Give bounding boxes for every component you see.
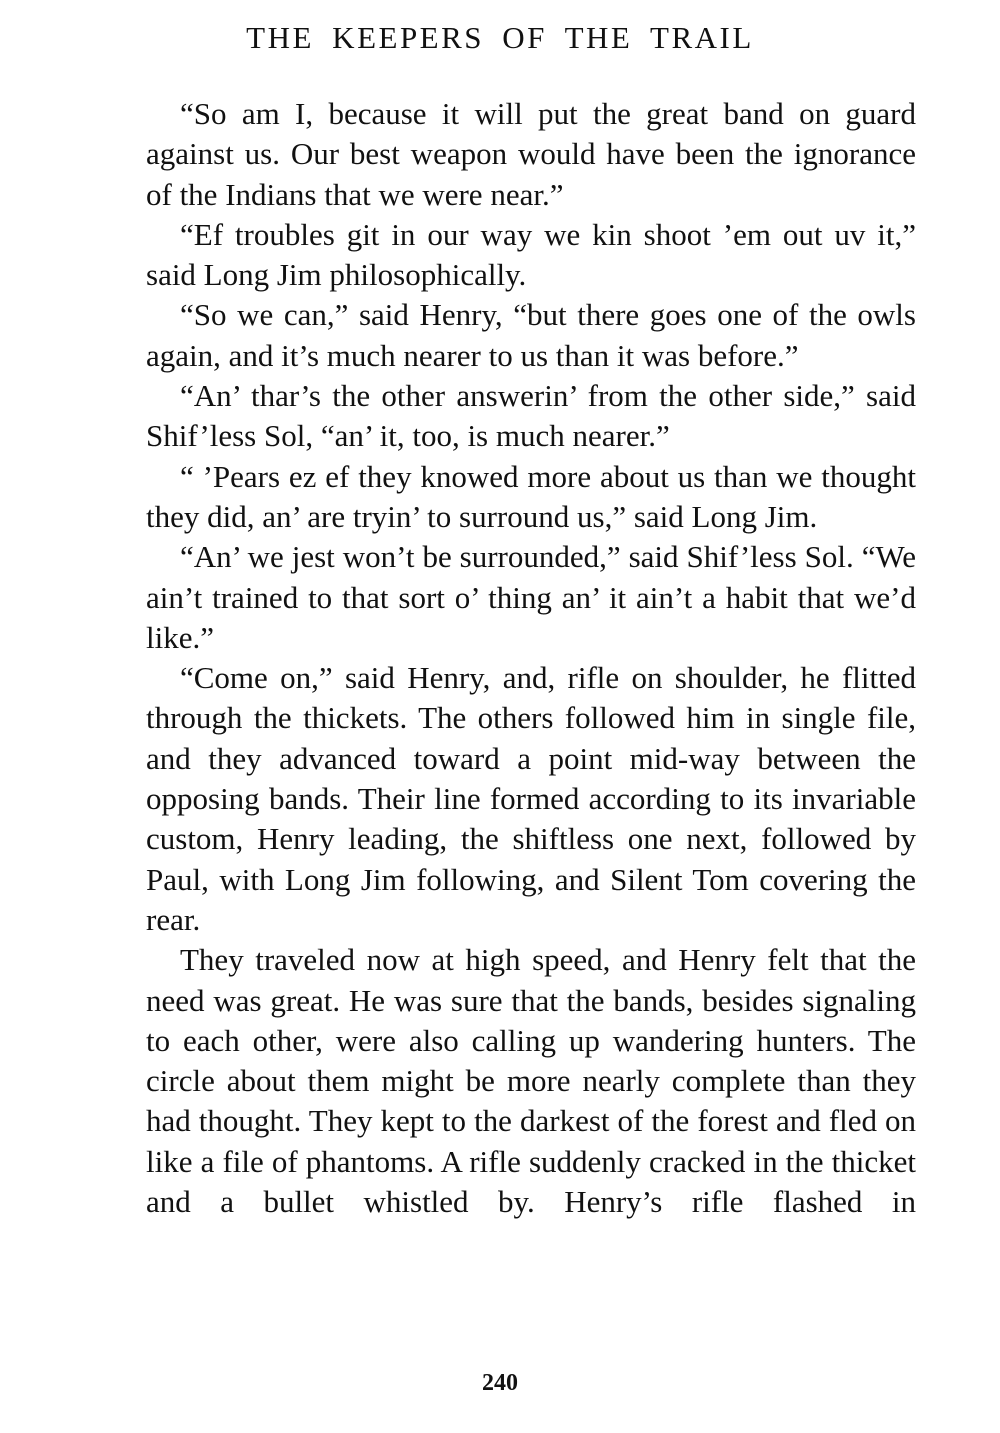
paragraph: “Come on,” said Henry, and, rifle on shoulder, he flitted through the thickets. The others followed him in single file, and they advanced toward a point mid-way between the opposing bands. Their line formed according to its invariable custom, Henry leading, the shiftless one next, followed by Paul, with Long Jim following, and Silent Tom covering the rear. [146, 660, 916, 937]
running-head: THE KEEPERS OF THE TRAIL [246, 20, 754, 55]
paragraph: “An’ thar’s the other answerin’ from the other side,” said Shif’less Sol, “an’ it, too, is much nearer.” [146, 378, 916, 454]
paragraph: “ ’Pears ez ef they knowed more about us than we thought they did, an’ are tryin’ to surround us,” said Long Jim. [146, 458, 916, 534]
paragraph: “An’ we jest won’t be surrounded,” said Shif’less Sol. “We ain’t trained to that sort o’ thing an’ it ain’t a habit that we’d like.” [146, 539, 916, 655]
paragraph: They traveled now at high speed, and Henry felt that the need was great. He was sure that the bands, besides signaling to each other, were also calling up wandering hunters. The circle about them might be more nearly complete than they had thought. They kept to the darkest of the forest and fled on like a file of phantoms. A rifle suddenly cracked in the thicket and a bullet whistled by. Henry’s rifle flashed in [146, 942, 916, 1220]
paragraph: “Ef troubles git in our way we kin shoot ’em out uv it,” said Long Jim philosophically. [146, 216, 916, 293]
paragraph: “So am I, because it will put the great band on guard against us. Our best weapon would have been the ignorance of the Indians that we were near.” [146, 96, 916, 212]
page-number: 240 [482, 1370, 518, 1396]
paragraph: “So we can,” said Henry, “but there goes one of the owls again, and it’s much nearer to us than it was before.” [146, 297, 916, 373]
body-text [146, 94, 916, 1222]
